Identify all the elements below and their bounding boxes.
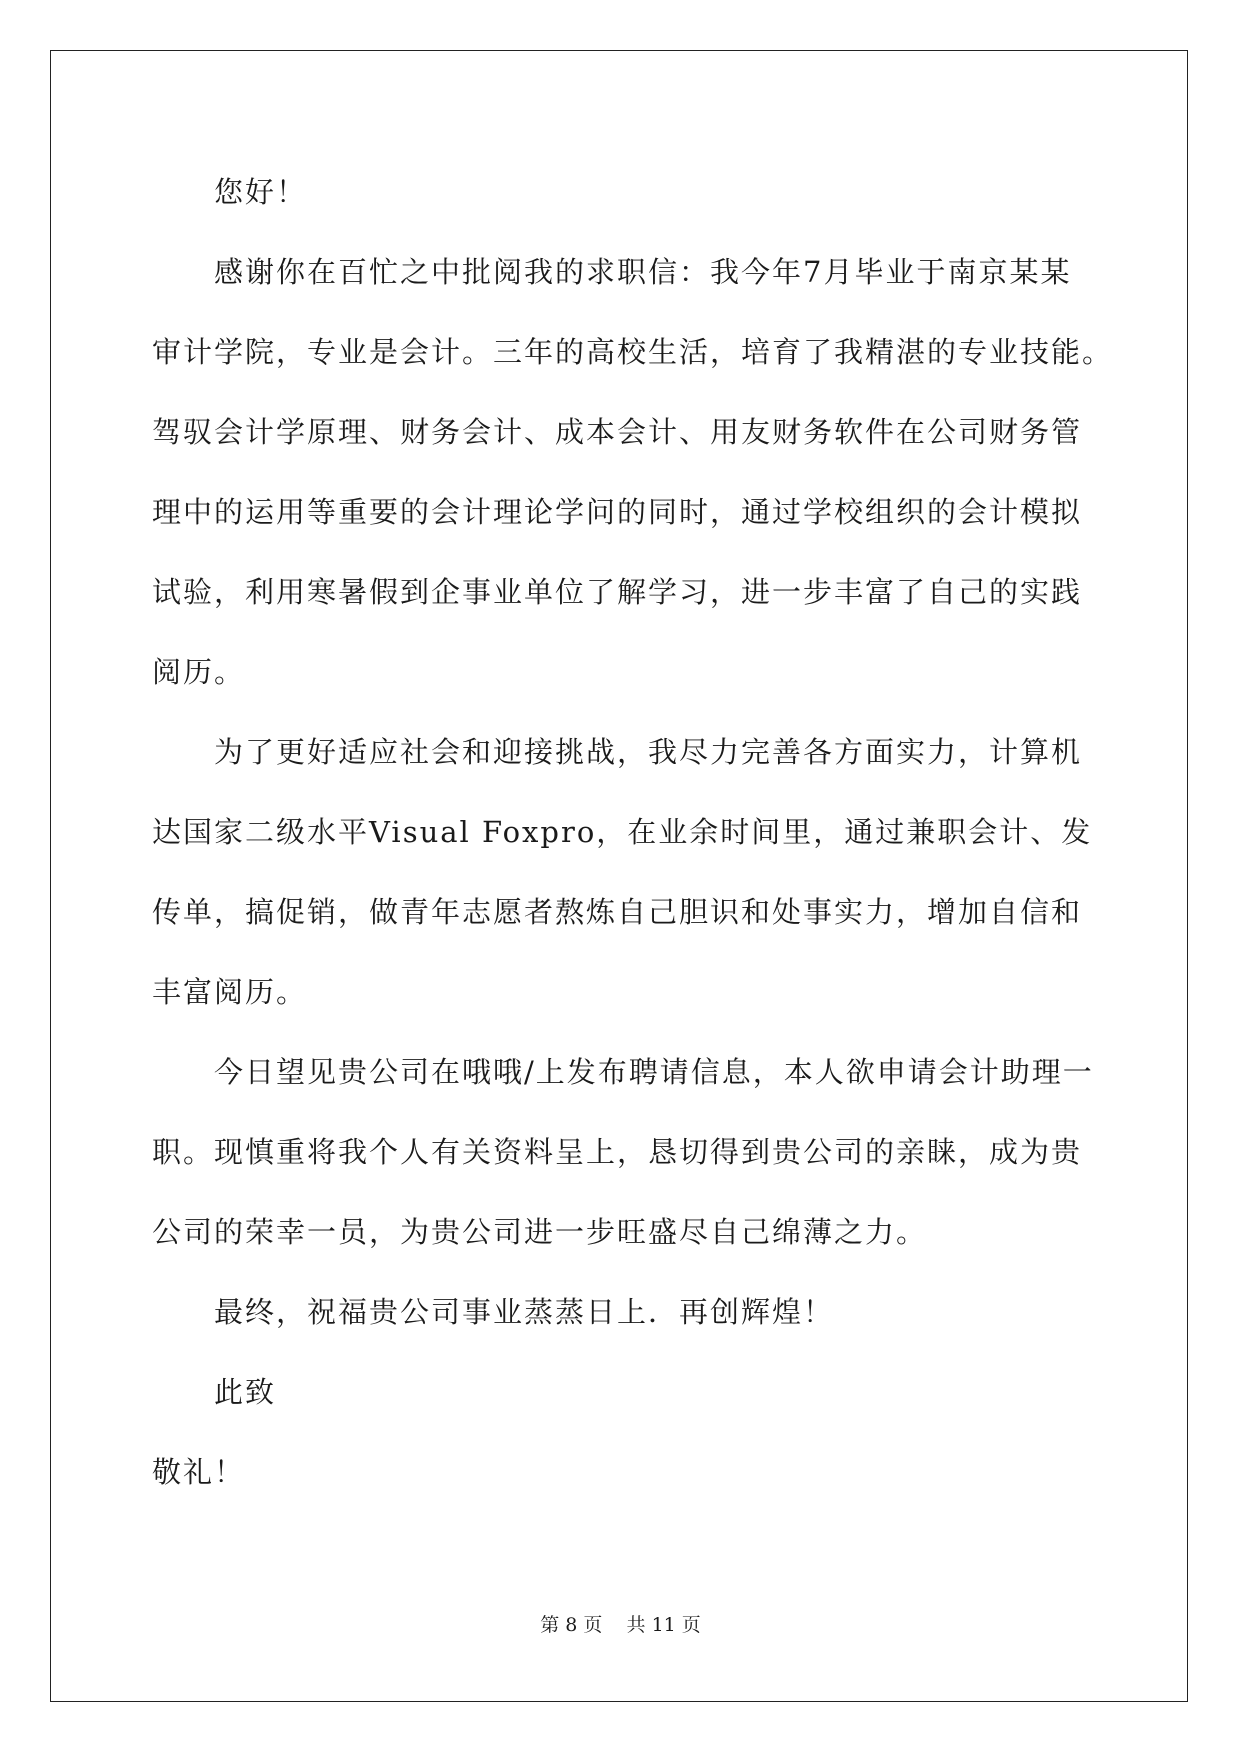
body-line: 最终，祝福贵公司事业蒸蒸日上．再创辉煌！ [214,1295,835,1329]
body-line: 职。现慎重将我个人有关资料呈上，恳切得到贵公司的亲睐，成为贵 [152,1135,1083,1169]
body-line: 传单，搞促销，做青年志愿者熬炼自己胆识和处事实力，增加自信和 [152,895,1083,929]
body-line: 公司的荣幸一员，为贵公司进一步旺盛尽自己绵薄之力。 [152,1215,928,1249]
body-line: 试验，利用寒暑假到企事业单位了解学习，进一步丰富了自己的实践 [152,575,1083,609]
body-line: 理中的运用等重要的会计理论学问的同时，通过学校组织的会计模拟 [152,495,1083,529]
body-line: 阅历。 [152,655,246,689]
body-line: 为了更好适应社会和迎接挑战，我尽力完善各方面实力，计算机 [214,735,1083,769]
body-line: 今日望见贵公司在哦哦/上发布聘请信息，本人欲申请会计助理一 [214,1055,1094,1089]
closing-line: 此致 [214,1375,277,1409]
body-line: 审计学院，专业是会计。三年的高校生活，培育了我精湛的专业技能。 [152,335,1114,369]
body-line: 丰富阅历。 [152,975,308,1009]
greeting: 您好！ [214,175,308,209]
body-line: 驾驭会计学原理、财务会计、成本会计、用友财务软件在公司财务管 [152,415,1083,449]
page-number: 第 8 页 共 11 页 [540,1614,701,1636]
salutation-line: 敬礼！ [152,1455,246,1489]
body-line: 感谢你在百忙之中批阅我的求职信：我今年7月毕业于南京某某 [214,255,1072,289]
body-line: 达国家二级水平Visual Foxpro，在业余时间里，通过兼职会计、发 [152,815,1093,849]
